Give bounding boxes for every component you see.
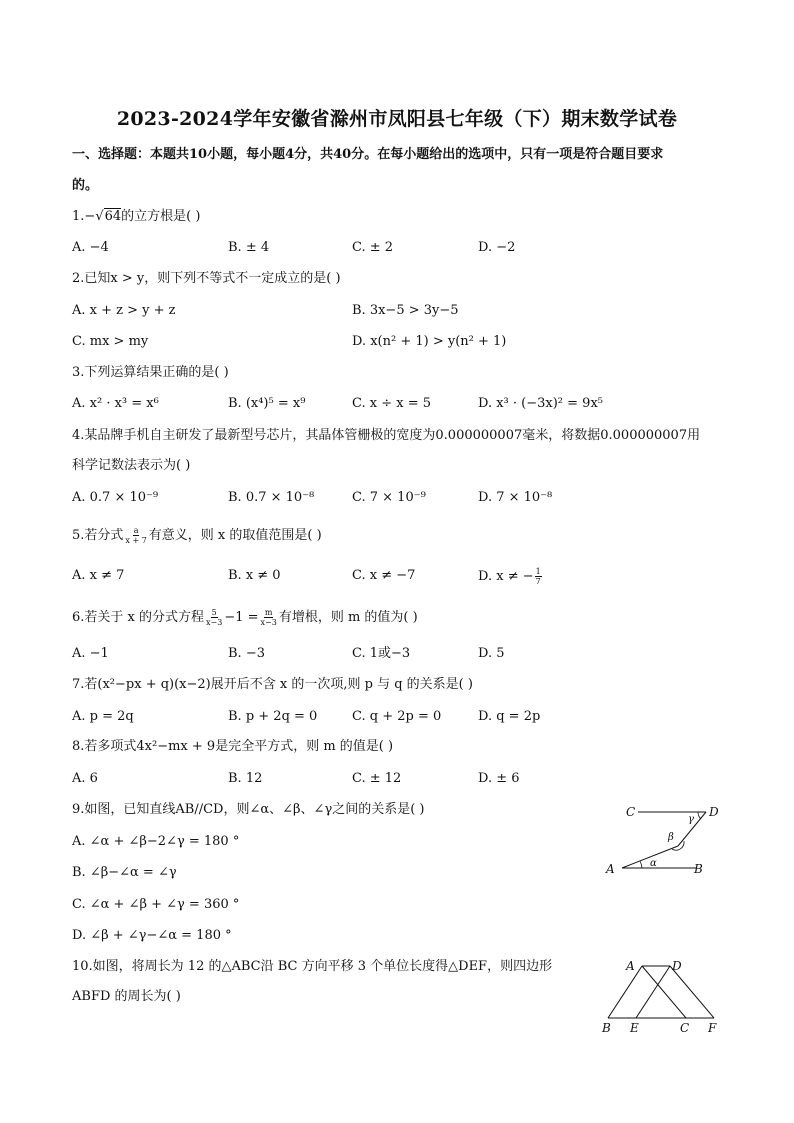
q5-fraction-den: x + 7 [125,536,147,545]
question-4-stem: 4.某品牌手机自主研发了最新型号芯片，其晶体管栅极的宽度为0.000000007毫米，将数据0.000000007用 [72,428,701,443]
q5-option-d[interactable] [478,567,543,586]
q2-option-a[interactable]: A. x + z > y + z [72,303,176,318]
q6-fraction-2 [260,608,278,627]
q6-num1: 5 [211,608,217,617]
side-df [670,966,714,1018]
q1-option-c[interactable]: C. ± 2 [352,240,394,255]
q5-d-den: 7 [535,577,541,586]
label-alpha: α [650,858,657,869]
q8-option-b[interactable]: B. 12 [228,771,263,786]
question-9-stem: 9.如图，已知直线AB//CD，则∠α、∠β、∠γ之间的关系是( ) [72,802,425,817]
q3-option-c[interactable]: C. x ÷ x = 5 [352,396,431,411]
q6-den2: x−3 [260,618,277,627]
label-d: D [709,805,719,819]
question-6-stem [72,608,418,627]
question-8-stem: 8.若多项式4x²−mx + 9是完全平方式，则 m 的值是( ) [72,739,394,754]
q1-rest: 的立方根是( ) [121,209,201,224]
q6-num2: m [264,608,273,617]
label-beta: β [668,832,674,843]
label-gamma: γ [688,814,694,825]
question-10-stem: 10.如图，将周长为 12 的△ABC沿 BC 方向平移 3 个单位长度得△DEF，则四边形 [72,959,553,974]
question-1-stem: 1.−√64的立方根是( ) [72,209,201,224]
q8-option-d[interactable]: D. ± 6 [478,771,520,786]
q4-option-a[interactable]: A. 0.7 × 10⁻⁹ [72,490,159,505]
label-a: A [606,862,615,876]
label-b: B [602,1021,611,1035]
q5-option-d-text: D. x ≠ − [478,569,534,584]
q8-option-c[interactable]: C. ± 12 [352,771,402,786]
section-heading: 一、选择题：本题共10小题，每小题4分，共40分。在每小题给出的选项中，只有一项是符合题目要求 [72,147,664,162]
q9-option-a[interactable]: A. ∠α + ∠β−2∠γ = 180 ° [72,834,240,849]
q7-option-b[interactable]: B. p + 2q = 0 [228,709,318,724]
q4-option-d[interactable]: D. 7 × 10⁻⁸ [478,490,553,505]
q1-option-a[interactable]: A. −4 [72,240,109,255]
q4-option-b[interactable]: B. 0.7 × 10⁻⁸ [228,490,315,505]
q1-option-d[interactable]: D. −2 [478,240,516,255]
label-c: C [626,805,636,819]
q7-option-c[interactable]: C. q + 2p = 0 [352,709,442,724]
q5-rest: 有意义，则 x 的取值范围是( ) [148,528,322,543]
q9-option-b[interactable]: B. ∠β−∠α = ∠γ [72,865,177,880]
question-4-stem-cont: 科学记数法表示为( ) [72,458,191,473]
question-7-stem: 7.若(x²−px + q)(x−2)展开后不含 x 的一次项,则 p 与 q 的关系是( ) [72,677,473,692]
side-de [636,966,670,1018]
label-d: D [672,959,682,973]
q3-option-a[interactable]: A. x² · x³ = x⁶ [72,396,159,411]
q2-option-c[interactable]: C. mx > my [72,334,149,349]
label-b: B [694,862,703,876]
q5-option-d-fraction [535,567,542,586]
q1-option-b[interactable]: B. ± 4 [228,240,270,255]
q10-figure [596,956,726,1036]
label-c: C [680,1021,690,1035]
q6-fraction-1 [205,608,223,627]
q3-option-d[interactable]: D. x³ · (−3x)² = 9x⁵ [478,396,603,411]
section-heading-cont: 的。 [72,178,99,193]
angle-alpha-arc [640,861,642,868]
q5-option-c[interactable]: C. x ≠ −7 [352,568,416,583]
q2-option-d[interactable]: D. x(n² + 1) > y(n² + 1) [352,334,507,349]
q6-option-b[interactable]: B. −3 [228,646,265,661]
question-5-stem [72,526,322,545]
exam-title: 2023-2024学年安徽省滁州市凤阳县七年级（下）期末数学试卷 [116,108,678,130]
q5-fraction-num: a [133,526,139,535]
q6-option-a[interactable]: A. −1 [72,646,109,661]
q5-fraction [124,526,147,545]
label-a: A [626,959,635,973]
q6-option-c[interactable]: C. 1或−3 [352,646,411,661]
q5-d-num: 1 [535,567,541,576]
q4-option-c[interactable]: C. 7 × 10⁻⁹ [352,490,426,505]
q9-figure [600,798,730,882]
question-3-stem: 3.下列运算结果正确的是( ) [72,365,229,380]
label-e: E [630,1021,639,1035]
question-2-stem: 2.已知x > y，则下列不等式不一定成立的是( ) [72,271,341,286]
q5-option-b[interactable]: B. x ≠ 0 [228,568,281,583]
q1-prefix: 1. [72,209,85,224]
q6-mid: −1 = [224,610,259,625]
q1-radicand: 64 [104,209,122,224]
q7-option-d[interactable]: D. q = 2p [478,709,541,724]
q6-option-d[interactable]: D. 5 [478,646,505,661]
q9-option-c[interactable]: C. ∠α + ∠β + ∠γ = 360 ° [72,897,240,912]
q3-option-b[interactable]: B. (x⁴)⁵ = x⁹ [228,396,306,411]
q1-minus: − [84,209,96,224]
q6-rest: 有增根，则 m 的值为( ) [278,610,418,625]
question-10-stem-cont: ABFD 的周长为( ) [72,989,181,1004]
side-ac [642,966,686,1018]
q7-option-a[interactable]: A. p = 2q [72,709,134,724]
q8-option-a[interactable]: A. 6 [72,771,98,786]
q2-option-b[interactable]: B. 3x−5 > 3y−5 [352,303,459,318]
side-ab [608,966,642,1018]
q5-prefix: 5.若分式 [72,528,124,543]
q9-option-d[interactable]: D. ∠β + ∠γ−∠α = 180 ° [72,928,232,943]
q6-prefix: 6.若关于 x 的分式方程 [72,610,204,625]
label-f: F [708,1021,717,1035]
q6-den1: x−3 [206,618,223,627]
q5-option-a[interactable]: A. x ≠ 7 [72,568,125,583]
